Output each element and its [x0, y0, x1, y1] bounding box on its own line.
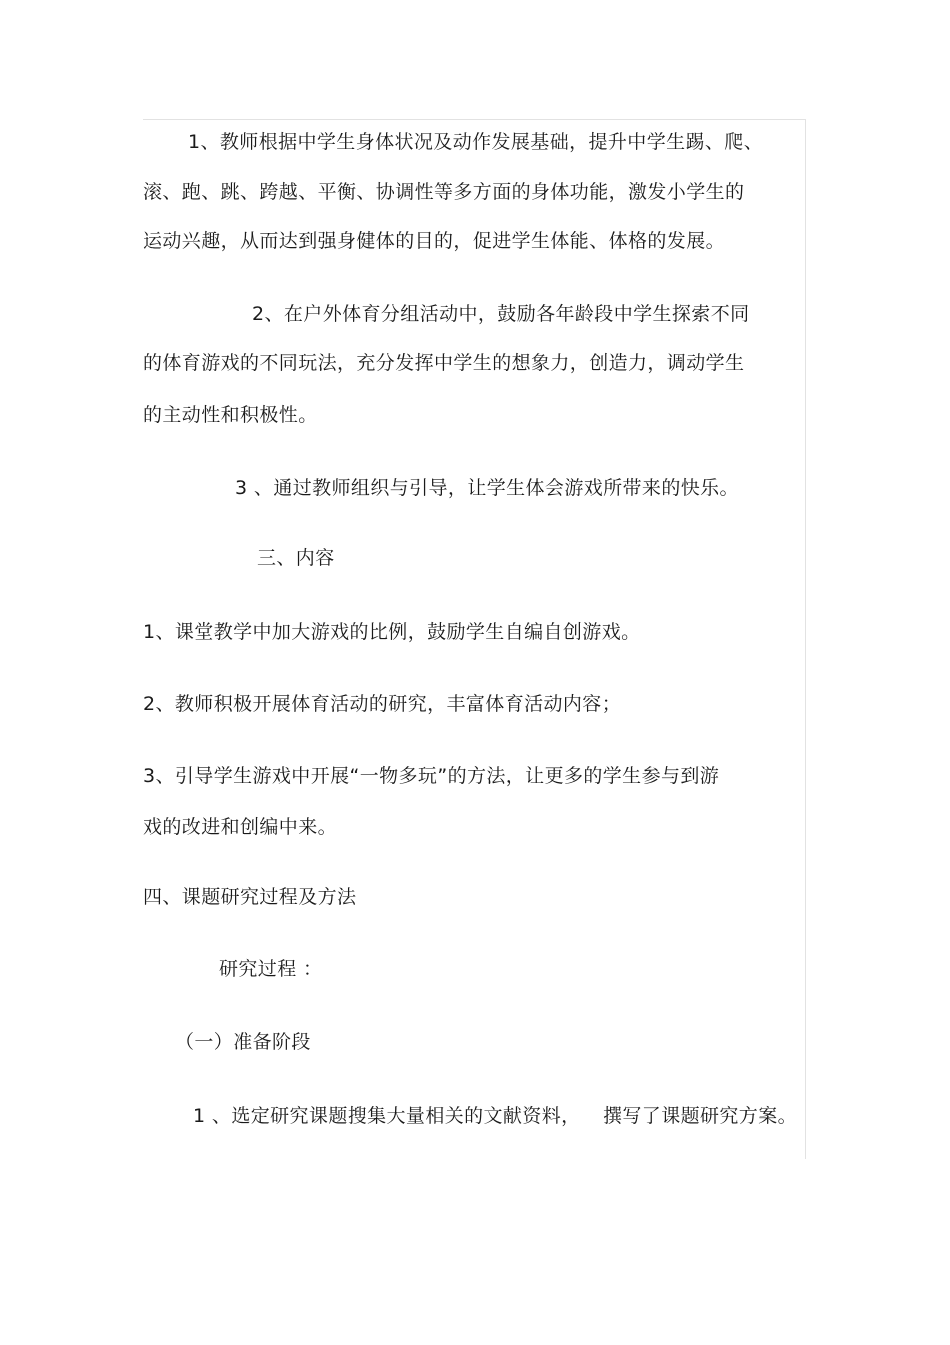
paragraph-2-line-2: 的体育游戏的不同玩法，充分发挥中学生的想象力，创造力，调动学生 [143, 352, 745, 374]
content-item-3-line-1: 3、引导学生游戏中开展“一物多玩”的方法，让更多的学生参与到游 [143, 765, 720, 787]
paragraph-2-line-3: 的主动性和积极性。 [143, 404, 318, 426]
content-item-3-line-2: 戏的改进和创编中来。 [143, 816, 338, 838]
paragraph-1-line-2: 滚、跑、跳、跨越、平衡、协调性等多方面的身体功能，激发小学生的 [143, 181, 745, 203]
stage-item-1-part-2: 撰写了课题研究方案。 [603, 1105, 798, 1127]
content-item-1: 1、课堂教学中加大游戏的比例，鼓励学生自编自创游戏。 [143, 621, 641, 643]
subheading-research-process: 研究过程 ： [219, 958, 323, 980]
paragraph-1-line-1: 1、教师根据中学生身体状况及动作发展基础，提升中学生踢、爬、 [188, 131, 764, 153]
stage-heading-preparation: （一）准备阶段 [175, 1031, 311, 1053]
stage-item-1-part-1: 1 、选定研究课题搜集大量相关的文献资料， [193, 1105, 581, 1127]
paragraph-3: 3 、通过教师组织与引导，让学生体会游戏所带来的快乐。 [235, 477, 739, 499]
paragraph-2-line-1: 2、在户外体育分组活动中，鼓励各年龄段中学生探索不同 [252, 303, 750, 325]
content-item-2: 2、教师积极开展体育活动的研究，丰富体育活动内容； [143, 693, 622, 715]
section-heading-content: 三、内容 [257, 547, 335, 569]
paragraph-1-line-3: 运动兴趣，从而达到强身健体的目的，促进学生体能、体格的发展。 [143, 230, 726, 252]
section-heading-process: 四、课题研究过程及方法 [143, 886, 357, 908]
